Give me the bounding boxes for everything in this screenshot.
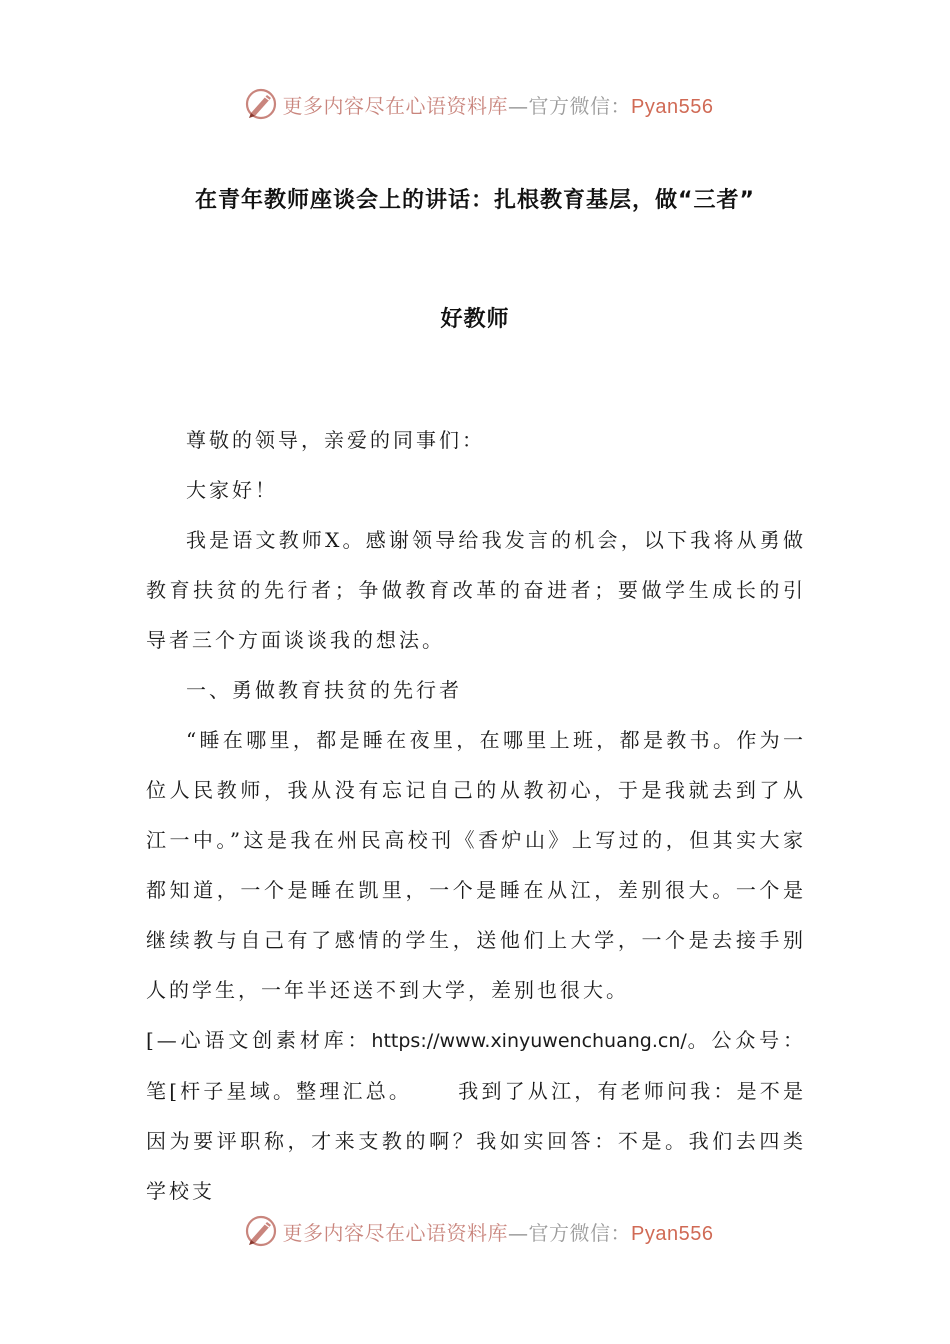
banner-handle: Pyan556 xyxy=(631,95,714,118)
source-suffix: 。公众号：笔[杆子星域。整理汇总。 xyxy=(146,1028,807,1103)
header-banner xyxy=(0,84,950,124)
banner-main-text: 更多内容尽在心语资料库 xyxy=(282,93,509,118)
banner-separator: — xyxy=(508,93,529,118)
banner-handle: Pyan556 xyxy=(631,1222,714,1245)
document-title-line1: 在青年教师座谈会上的讲话：扎根教育基层，做“三者” xyxy=(195,188,755,213)
next-paragraph: 我到了从江，有老师问我：是不是因为要评职称，才来支教的啊？我如实回答：不是。我们去四类学校支 xyxy=(146,1079,806,1203)
pen-circle-logo-icon xyxy=(243,1213,279,1249)
document-title-line2: 好教师 xyxy=(440,307,510,332)
footer-banner xyxy=(0,1211,950,1251)
banner-wechat-label: 官方微信： xyxy=(528,93,632,118)
section1-heading: 一、勇做教育扶贫的先行者 xyxy=(186,678,462,702)
pen-circle-logo-icon xyxy=(243,86,279,122)
quote-paragraph: “睡在哪里，都是睡在夜里，在哪里上班，都是教书。作为一位人民教师，我从没有忘记自己的从教初心，于是我就去到了从江一中。”这是我在州民高校刊《香炉山》上写过的，但其实大家都知道，一个是睡在凯里，一个是睡在从江，差别很大。一个是继续教与自己有了感情的学生，送他们上大学，一个是去接手别人的学生，一年半还送不到大学，差别也很大。 xyxy=(146,728,806,1002)
banner-main-text: 更多内容尽在心语资料库 xyxy=(282,1220,509,1245)
banner-text xyxy=(283,90,714,119)
banner-content xyxy=(243,1213,714,1249)
document-body xyxy=(146,415,806,1216)
source-url-link[interactable]: https://www.xinyuwenchuang.cn/ xyxy=(371,1030,687,1052)
intro-paragraph: 我是语文教师X。感谢领导给我发言的机会，以下我将从勇做教育扶贫的先行者；争做教育改革的奋进者；要做学生成长的引导者三个方面谈谈我的想法。 xyxy=(146,528,806,652)
banner-wechat-label: 官方微信： xyxy=(528,1220,632,1245)
banner-content xyxy=(243,86,714,122)
salutation: 尊敬的领导，亲爱的同事们： xyxy=(186,428,485,452)
source-paragraph xyxy=(146,1015,806,1216)
source-prefix: [—心语文创素材库： xyxy=(146,1028,372,1052)
banner-text xyxy=(283,1217,714,1246)
banner-separator: — xyxy=(508,1220,529,1245)
greeting: 大家好！ xyxy=(186,478,278,502)
